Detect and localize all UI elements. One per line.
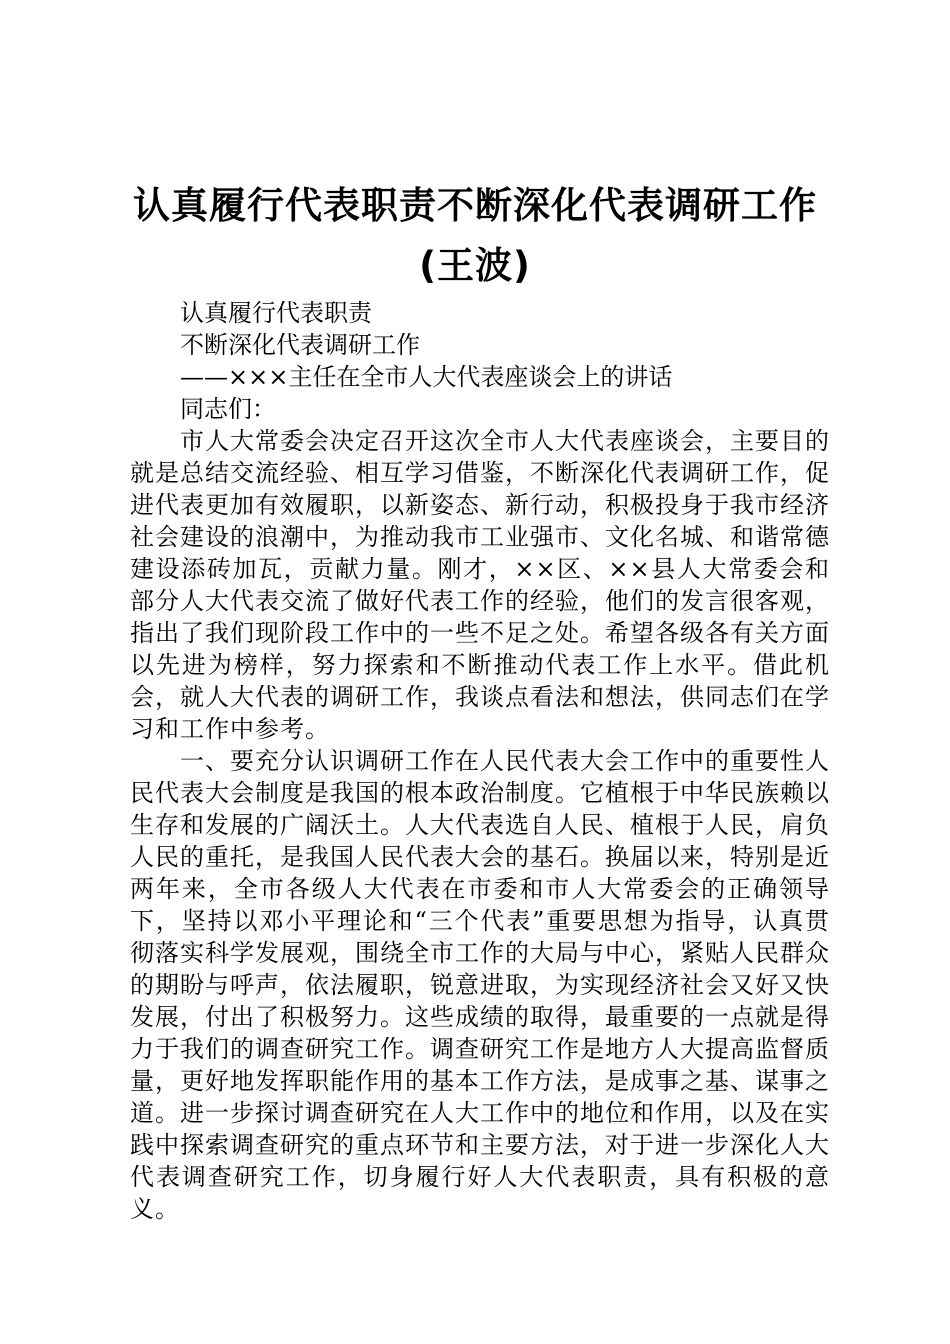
document-body (130, 297, 830, 1225)
subtitle-line-2: 不断深化代表调研工作 (180, 331, 420, 359)
paragraph-section-one: 一、要充分认识调研工作在人民代表大会工作中的重要性人民代表大会制度是我国的根本政治制度。它植根于中华民族赖以生存和发展的广阔沃土。人大代表选自人民、植根于人民，肩负人民的重托，是我国人民代表大会的基石。换届以来，特别是近两年来，全市各级人大代表在市委和市人大常委会的正确领导下，坚持以邓小平理论和“三个代表”重要思想为指导，认真贯彻落实科学发展观，围绕全市工作的大局与中心，紧贴人民群众的期盼与呼声，依法履职，锐意进取，为实现经济社会又好又快发展，付出了积极努力。这些成绩的取得，最重要的一点就是得力于我们的调查研究工作。调查研究工作是地方人大提高监督质量，更好地发挥职能作用的基本工作方法，是成事之基、谋事之道。进一步探讨调查研究在人大工作中的地位和作用，以及在实践中探索调查研究的重点环节和主要方法，对于进一步深化人大代表调查研究工作，切身履行好人大代表职责，具有积极的意义。 (130, 747, 830, 1223)
salutation: 同志们： (180, 395, 276, 423)
paragraph-intro: 市人大常委会决定召开这次全市人大代表座谈会，主要目的就是总结交流经验、相互学习借鉴，不断深化代表调研工作，促进代表更加有效履职，以新姿态、新行动，积极投身于我市经济社会建设的浪潮中，为推动我市工业强市、文化名城、和谐常德建设添砖加瓦，贡献力量。刚才，××区、××县人大常委会和部分人大代表交流了做好代表工作的经验，他们的发言很客观，指出了我们现阶段工作中的一些不足之处。希望各级各有关方面以先进为榜样，努力探索和不断推动代表工作上水平。借此机会，就人大代表的调研工作，我谈点看法和想法，供同志们在学习和工作中参考。 (130, 427, 830, 743)
speaker-line: ——×××主任在全市人大代表座谈会上的讲话 (180, 363, 673, 391)
document-title: 认真履行代表职责不断深化代表调研工作(王波) (133, 184, 817, 287)
subtitle-line-1: 认真履行代表职责 (180, 299, 372, 327)
